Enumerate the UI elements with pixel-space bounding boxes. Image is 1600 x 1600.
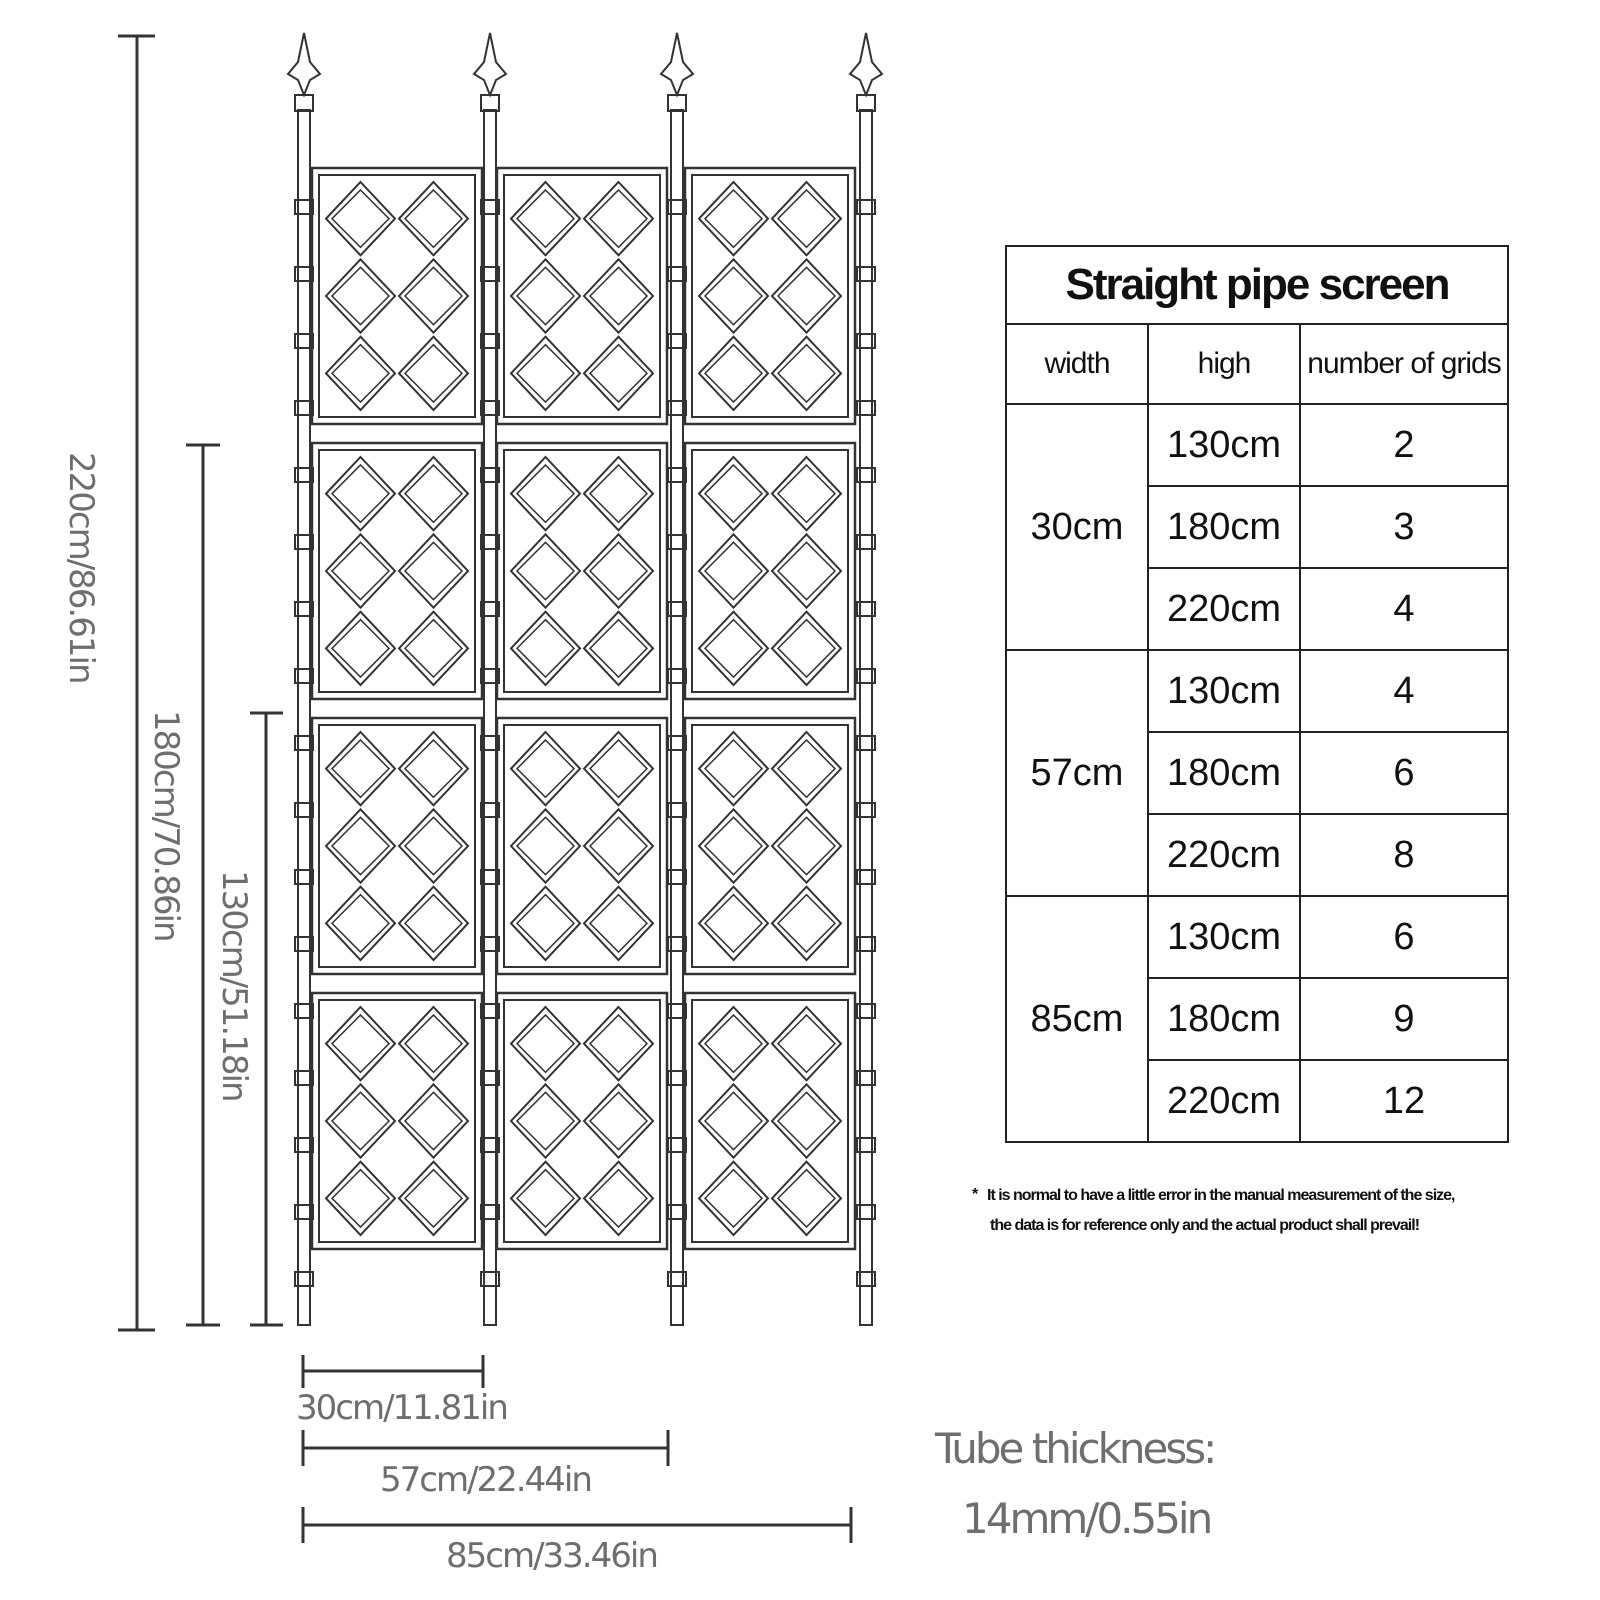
lattice-diamond <box>699 612 768 685</box>
lattice-diamond-inner <box>332 620 389 677</box>
grids-cell: 8 <box>1300 814 1508 896</box>
high-cell: 180cm <box>1148 978 1300 1060</box>
lattice-diamond <box>772 1084 841 1157</box>
lattice-diamond <box>772 1162 841 1235</box>
lattice-diamond <box>511 259 580 332</box>
tube-thickness-value: 14mm/0.55in <box>962 1494 1211 1543</box>
lattice-diamond-inner <box>405 895 462 952</box>
lattice-diamond-inner <box>705 740 762 797</box>
lattice-diamond-inner <box>705 190 762 247</box>
lattice-diamond <box>399 457 468 530</box>
lattice-diamond-inner <box>590 620 647 677</box>
high-cell: 130cm <box>1148 404 1300 486</box>
lattice-diamond-inner <box>517 465 574 522</box>
lattice-diamond-inner <box>590 1015 647 1072</box>
lattice-diamond <box>511 182 580 255</box>
panel-inner-frame <box>319 175 475 417</box>
panel-inner-frame <box>692 725 848 967</box>
lattice-diamond-inner <box>778 895 835 952</box>
high-cell: 220cm <box>1148 1060 1300 1142</box>
grids-cell: 6 <box>1300 732 1508 814</box>
pole-shaft <box>298 110 310 1325</box>
lattice-diamond <box>511 337 580 410</box>
lattice-diamond-inner <box>517 190 574 247</box>
lattice-diamond <box>326 259 395 332</box>
lattice-diamond <box>399 1007 468 1080</box>
lattice-diamond-inner <box>590 817 647 874</box>
lattice-diamond <box>699 534 768 607</box>
lattice-diamond <box>326 612 395 685</box>
lattice-diamond <box>511 534 580 607</box>
lattice-diamond-inner <box>705 465 762 522</box>
lattice-diamond-inner <box>705 1092 762 1149</box>
lattice-diamond <box>326 1084 395 1157</box>
lattice-diamond-inner <box>705 1170 762 1227</box>
lattice-diamond <box>584 809 653 882</box>
lattice-diamond <box>772 457 841 530</box>
lattice-diamond <box>699 887 768 960</box>
lattice-diamond-inner <box>517 1170 574 1227</box>
dim-130-label: 130cm/51.18in <box>214 870 254 1101</box>
lattice-diamond-inner <box>332 190 389 247</box>
pole-finial <box>288 33 320 95</box>
lattice-diamond-inner <box>405 190 462 247</box>
lattice-diamond <box>699 457 768 530</box>
lattice-diamond-inner <box>778 740 835 797</box>
lattice-diamond <box>511 732 580 805</box>
grids-cell: 4 <box>1300 650 1508 732</box>
grids-cell: 6 <box>1300 896 1508 978</box>
lattice-diamond-inner <box>778 465 835 522</box>
panel-inner-frame <box>504 450 660 692</box>
lattice-diamond <box>399 259 468 332</box>
lattice-diamond-inner <box>517 817 574 874</box>
note-star: * <box>972 1186 978 1203</box>
lattice-diamond <box>326 457 395 530</box>
lattice-diamond-inner <box>405 542 462 599</box>
panel-inner-frame <box>692 175 848 417</box>
panel-inner-frame <box>319 1000 475 1242</box>
header-width: width <box>1006 324 1148 404</box>
lattice-diamond <box>326 887 395 960</box>
lattice-diamond-inner <box>405 1015 462 1072</box>
width-cell: 85cm <box>1006 896 1148 1142</box>
lattice-diamond-inner <box>332 895 389 952</box>
lattice-diamond <box>772 732 841 805</box>
panel-inner-frame <box>692 1000 848 1242</box>
lattice-diamond <box>584 1162 653 1235</box>
lattice-diamond-inner <box>517 895 574 952</box>
width-cell: 30cm <box>1006 404 1148 650</box>
dim-220-label: 220cm/86.61in <box>61 452 101 683</box>
lattice-diamond-inner <box>405 620 462 677</box>
lattice-diamond <box>584 1007 653 1080</box>
lattice-diamond <box>511 1007 580 1080</box>
lattice-diamond-inner <box>332 465 389 522</box>
lattice-diamond <box>772 534 841 607</box>
lattice-diamond <box>399 534 468 607</box>
lattice-diamond <box>772 259 841 332</box>
lattice-diamond-inner <box>590 740 647 797</box>
lattice-diamond <box>399 887 468 960</box>
tube-thickness-label: Tube thickness: <box>935 1424 1215 1473</box>
lattice-diamond-inner <box>517 542 574 599</box>
lattice-diamond <box>511 887 580 960</box>
lattice-diamond-inner <box>778 1092 835 1149</box>
lattice-diamond <box>511 1084 580 1157</box>
lattice-diamond <box>772 809 841 882</box>
lattice-diamond-inner <box>590 1092 647 1149</box>
panel-inner-frame <box>504 175 660 417</box>
lattice-diamond <box>772 182 841 255</box>
dim-57-label: 57cm/22.44in <box>380 1460 591 1500</box>
lattice-diamond-inner <box>405 1092 462 1149</box>
lattice-diamond-inner <box>517 267 574 324</box>
pole-shaft <box>671 110 683 1325</box>
lattice-diamond-inner <box>405 1170 462 1227</box>
lattice-diamond <box>511 809 580 882</box>
lattice-diamond-inner <box>405 345 462 402</box>
lattice-diamond-inner <box>590 190 647 247</box>
lattice-diamond-inner <box>778 267 835 324</box>
lattice-diamond <box>399 612 468 685</box>
lattice-diamond <box>399 337 468 410</box>
lattice-diamond-inner <box>517 620 574 677</box>
lattice-diamond <box>511 457 580 530</box>
pole-shaft <box>860 110 872 1325</box>
lattice-diamond-inner <box>405 267 462 324</box>
spec-table <box>1005 245 1509 1143</box>
pole-finial <box>850 33 882 95</box>
lattice-diamond-inner <box>590 267 647 324</box>
lattice-diamond-inner <box>405 465 462 522</box>
lattice-diamond-inner <box>590 465 647 522</box>
lattice-diamond-inner <box>778 620 835 677</box>
lattice-diamond <box>511 612 580 685</box>
panel-inner-frame <box>504 725 660 967</box>
grids-cell: 3 <box>1300 486 1508 568</box>
lattice-diamond <box>399 809 468 882</box>
lattice-diamond <box>699 337 768 410</box>
high-cell: 220cm <box>1148 568 1300 650</box>
lattice-diamond <box>699 182 768 255</box>
lattice-diamond-inner <box>778 1015 835 1072</box>
lattice-diamond <box>584 182 653 255</box>
lattice-diamond <box>399 182 468 255</box>
lattice-diamond <box>399 1084 468 1157</box>
lattice-diamond-inner <box>705 620 762 677</box>
panel-inner-frame <box>319 450 475 692</box>
lattice-diamond <box>772 1007 841 1080</box>
lattice-diamond <box>699 259 768 332</box>
lattice-panels <box>312 168 855 1249</box>
lattice-diamond <box>699 1084 768 1157</box>
lattice-diamond <box>584 337 653 410</box>
lattice-diamond <box>326 337 395 410</box>
lattice-diamond <box>584 1084 653 1157</box>
pole-finial <box>661 33 693 95</box>
header-high: high <box>1148 324 1300 404</box>
lattice-diamond-inner <box>332 740 389 797</box>
note-line-2: the data is for reference only and the actual product shall prevail! <box>990 1217 1420 1234</box>
lattice-diamond <box>584 732 653 805</box>
high-cell: 180cm <box>1148 486 1300 568</box>
lattice-diamond <box>326 1162 395 1235</box>
panel-inner-frame <box>504 1000 660 1242</box>
lattice-diamond <box>699 1162 768 1235</box>
lattice-diamond <box>584 612 653 685</box>
lattice-diamond <box>584 887 653 960</box>
lattice-diamond-inner <box>517 740 574 797</box>
dim-30-label: 30cm/11.81in <box>296 1388 507 1428</box>
lattice-diamond-inner <box>590 345 647 402</box>
lattice-diamond <box>772 887 841 960</box>
header-grids: number of grids <box>1300 324 1508 404</box>
pole-finial <box>474 33 506 95</box>
lattice-diamond-inner <box>332 817 389 874</box>
lattice-diamond-inner <box>590 895 647 952</box>
lattice-diamond-inner <box>332 345 389 402</box>
lattice-diamond-inner <box>705 895 762 952</box>
lattice-diamond <box>399 1162 468 1235</box>
lattice-diamond <box>326 732 395 805</box>
pole-shaft <box>484 110 496 1325</box>
lattice-diamond-inner <box>405 817 462 874</box>
high-cell: 130cm <box>1148 896 1300 978</box>
poles <box>288 33 882 1325</box>
grids-cell: 9 <box>1300 978 1508 1060</box>
high-cell: 180cm <box>1148 732 1300 814</box>
lattice-diamond <box>399 732 468 805</box>
lattice-diamond-inner <box>778 1170 835 1227</box>
panel-inner-frame <box>319 725 475 967</box>
lattice-diamond <box>772 337 841 410</box>
lattice-diamond-inner <box>778 542 835 599</box>
grids-cell: 2 <box>1300 404 1508 486</box>
high-cell: 220cm <box>1148 814 1300 896</box>
lattice-diamond <box>699 809 768 882</box>
lattice-diamond <box>511 1162 580 1235</box>
lattice-diamond-inner <box>590 1170 647 1227</box>
note-line-1: It is normal to have a little error in the manual measurement of the size, <box>987 1187 1455 1204</box>
high-cell: 130cm <box>1148 650 1300 732</box>
lattice-diamond-inner <box>590 542 647 599</box>
lattice-diamond <box>584 259 653 332</box>
lattice-diamond <box>772 612 841 685</box>
lattice-diamond-inner <box>705 817 762 874</box>
width-cell: 57cm <box>1006 650 1148 896</box>
lattice-diamond <box>699 732 768 805</box>
lattice-diamond-inner <box>517 345 574 402</box>
lattice-diamond-inner <box>332 542 389 599</box>
lattice-diamond-inner <box>705 345 762 402</box>
dim-180-label: 180cm/70.86in <box>146 710 186 941</box>
lattice-diamond-inner <box>517 1015 574 1072</box>
lattice-diamond-inner <box>778 345 835 402</box>
lattice-diamond <box>699 1007 768 1080</box>
lattice-diamond <box>326 534 395 607</box>
lattice-diamond-inner <box>332 1170 389 1227</box>
lattice-diamond-inner <box>705 1015 762 1072</box>
lattice-diamond-inner <box>517 1092 574 1149</box>
lattice-diamond-inner <box>778 190 835 247</box>
lattice-diamond-inner <box>705 267 762 324</box>
grids-cell: 12 <box>1300 1060 1508 1142</box>
lattice-diamond-inner <box>705 542 762 599</box>
lattice-diamond <box>584 457 653 530</box>
lattice-diamond <box>584 534 653 607</box>
dim-85-label: 85cm/33.46in <box>446 1536 657 1576</box>
table-title: Straight pipe screen <box>1006 246 1508 324</box>
grids-cell: 4 <box>1300 568 1508 650</box>
lattice-diamond <box>326 809 395 882</box>
lattice-diamond <box>326 182 395 255</box>
lattice-diamond-inner <box>332 267 389 324</box>
lattice-diamond-inner <box>405 740 462 797</box>
lattice-diamond-inner <box>332 1015 389 1072</box>
panel-inner-frame <box>692 450 848 692</box>
lattice-diamond-inner <box>332 1092 389 1149</box>
lattice-diamond <box>326 1007 395 1080</box>
lattice-diamond-inner <box>778 817 835 874</box>
